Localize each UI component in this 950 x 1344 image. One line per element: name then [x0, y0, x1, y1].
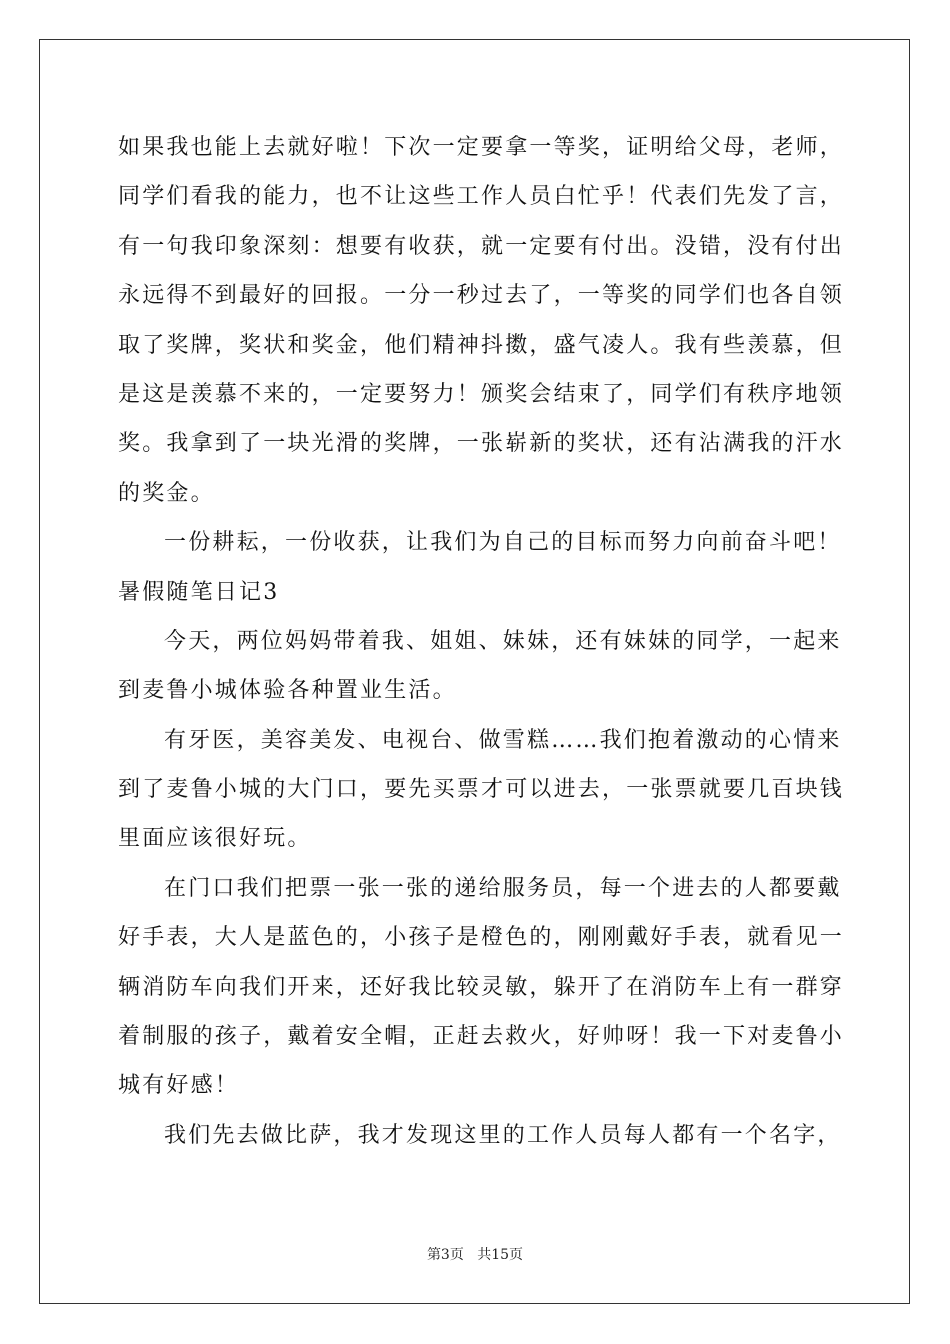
- text-line: 是这是羡慕不来的，一定要努力！颁奖会结束了，同学们有秩序地领: [118, 381, 845, 407]
- text-line: 着制服的孩子，戴着安全帽，正赶去救火，好帅呀！我一下对麦鲁小: [118, 1024, 845, 1050]
- page-footer: [0, 1244, 950, 1264]
- page-total: 共15页: [477, 1247, 524, 1263]
- page-number: 第3页: [426, 1247, 464, 1263]
- paragraph-line: 我们先去做比萨，我才发现这里的工作人员每人都有一个名字，: [164, 1122, 842, 1148]
- text-line: 辆消防车向我们开来，还好我比较灵敏，躲开了在消防车上有一群穿: [118, 974, 845, 1000]
- text-line: 有一句我印象深刻：想要有收获，就一定要有付出。没错，没有付出: [118, 233, 845, 259]
- text-line: 到了麦鲁小城的大门口，要先买票才可以进去，一张票就要几百块钱: [118, 777, 845, 803]
- text-line: 如果我也能上去就好啦！下次一定要拿一等奖，证明给父母，老师，: [118, 135, 845, 160]
- paragraph-line: 一份耕耘，一份收获，让我们为自己的目标而努力向前奋斗吧！: [164, 530, 842, 556]
- document-body: [118, 123, 845, 1160]
- text-line: 取了奖牌，奖状和奖金，他们精神抖擞，盛气凌人。我有些羡慕，但: [118, 332, 845, 358]
- paragraph-line: 有牙医，美容美发、电视台、做雪糕……我们抱着激动的心情来: [164, 727, 842, 753]
- paragraph-line: 今天，两位妈妈带着我、姐姐、妹妹，还有妹妹的同学，一起来: [164, 628, 842, 654]
- text-line: 同学们看我的能力，也不让这些工作人员白忙乎！代表们先发了言，: [118, 184, 845, 210]
- text-line: 奖。我拿到了一块光滑的奖牌，一张崭新的奖状，还有沾满我的汗水: [118, 431, 845, 457]
- section-heading: 暑假随笔日记3: [118, 579, 280, 605]
- text-line: 里面应该很好玩。: [118, 826, 312, 852]
- text-line: 好手表，大人是蓝色的，小孩子是橙色的，刚刚戴好手表，就看见一: [118, 925, 845, 951]
- text-line: 城有好感！: [118, 1073, 240, 1099]
- paragraph-line: 在门口我们把票一张一张的递给服务员，每一个进去的人都要戴: [164, 875, 842, 901]
- text-line: 永远得不到最好的回报。一分一秒过去了，一等奖的同学们也各自领: [118, 283, 845, 309]
- text-line: 的奖金。: [118, 480, 215, 506]
- text-line: 到麦鲁小城体验各种置业生活。: [118, 678, 457, 704]
